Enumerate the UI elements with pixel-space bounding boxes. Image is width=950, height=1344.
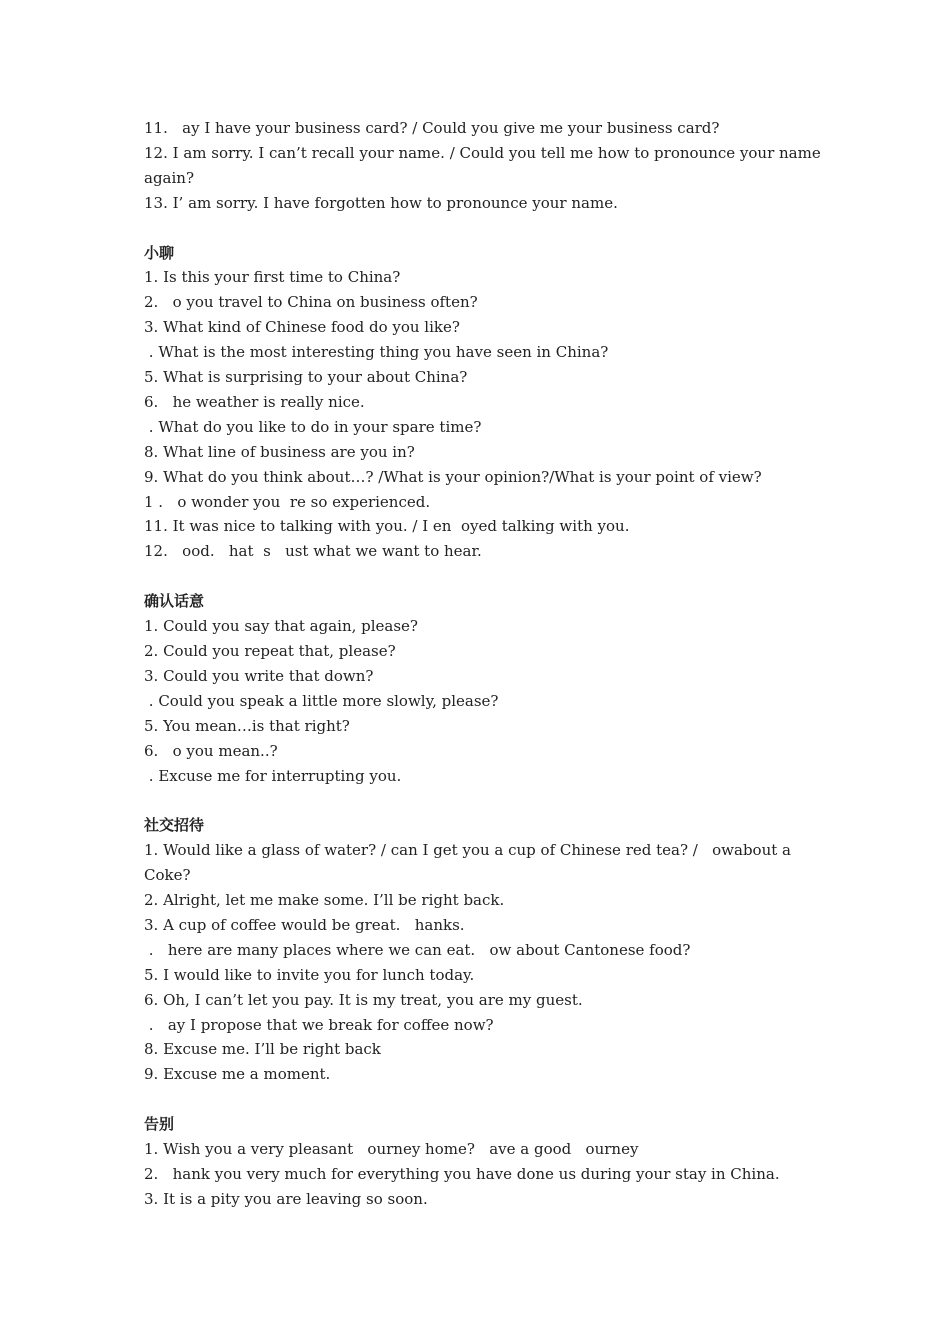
section-intro-continued bbox=[144, 116, 824, 216]
section-heading: 确认话意 bbox=[144, 592, 205, 611]
list-item: 2. hank you very much for everything you have done us during your stay in China. bbox=[144, 1165, 780, 1183]
list-item: . Excuse me for interrupting you. bbox=[144, 766, 402, 785]
list-item: . What is the most interesting thing you have seen in China? bbox=[144, 343, 609, 362]
list-item: . Could you speak a little more slowly, please? bbox=[144, 691, 499, 710]
list-item: 5. What is surprising to your about China? bbox=[144, 368, 468, 387]
list-item: 3. A cup of coffee would be great. hanks. bbox=[144, 915, 465, 934]
list-item: 6. he weather is really nice. bbox=[144, 392, 365, 411]
list-item: 11. ay I have your business card? / Could you give me your business card? bbox=[144, 119, 720, 137]
list-item: 1. Wish you a very pleasant ourney home? ave a good ourney bbox=[144, 1140, 639, 1159]
list-item: 11. It was nice to talking with you. / I en oyed talking with you. bbox=[144, 517, 630, 536]
list-item: 1. Would like a glass of water? / can I get you a cup of Chinese red tea? / owabout a Coke? bbox=[144, 841, 796, 885]
list-item: 6. o you mean..? bbox=[144, 741, 278, 760]
list-item: 2. Could you repeat that, please? bbox=[144, 642, 396, 660]
list-item: 8. Excuse me. I’ll be right back bbox=[144, 1040, 381, 1059]
section-heading: 小聊 bbox=[144, 243, 175, 262]
list-item: 9. What do you think about…? /What is your opinion?/What is your point of view? bbox=[144, 467, 762, 486]
section-small-talk bbox=[144, 241, 824, 565]
list-item: 5. You mean…is that right? bbox=[144, 716, 350, 735]
list-item: 3. It is a pity you are leaving so soon. bbox=[144, 1189, 428, 1208]
list-item: 5. I would like to invite you for lunch today. bbox=[144, 965, 475, 984]
list-item: 1. Could you say that again, please? bbox=[144, 617, 418, 636]
list-item: 9. Excuse me a moment. bbox=[144, 1065, 331, 1084]
section-heading: 社交招待 bbox=[144, 816, 205, 835]
list-item: 2. Alright, let me make some. I’ll be right back. bbox=[144, 891, 505, 910]
list-item: 2. o you travel to China on business often? bbox=[144, 293, 478, 312]
section-heading: 告别 bbox=[144, 1115, 175, 1134]
list-item: 3. What kind of Chinese food do you like? bbox=[144, 318, 460, 337]
list-item: 13. I’ am sorry. I have forgotten how to pronounce your name. bbox=[144, 193, 618, 212]
list-item: . here are many places where we can eat. ow about Cantonese food? bbox=[144, 940, 691, 959]
list-item: 12. I am sorry. I can’t recall your name. / Could you tell me how to pronounce your name again? bbox=[144, 143, 826, 187]
document-page bbox=[144, 116, 824, 1212]
list-item: 8. What line of business are you in? bbox=[144, 442, 415, 461]
list-item: . What do you like to do in your spare time? bbox=[144, 417, 482, 436]
section-social-hospitality bbox=[144, 813, 824, 1087]
list-item: 1. Is this your first time to China? bbox=[144, 268, 401, 287]
section-farewell bbox=[144, 1112, 824, 1212]
list-item: 3. Could you write that down? bbox=[144, 666, 374, 685]
list-item: 6. Oh, I can’t let you pay. It is my treat, you are my guest. bbox=[144, 990, 583, 1009]
list-item: 1 . o wonder you re so experienced. bbox=[144, 492, 431, 511]
section-confirm-meaning bbox=[144, 589, 824, 788]
list-item: . ay I propose that we break for coffee now? bbox=[144, 1015, 494, 1034]
list-item: 12. ood. hat s ust what we want to hear. bbox=[144, 542, 482, 561]
